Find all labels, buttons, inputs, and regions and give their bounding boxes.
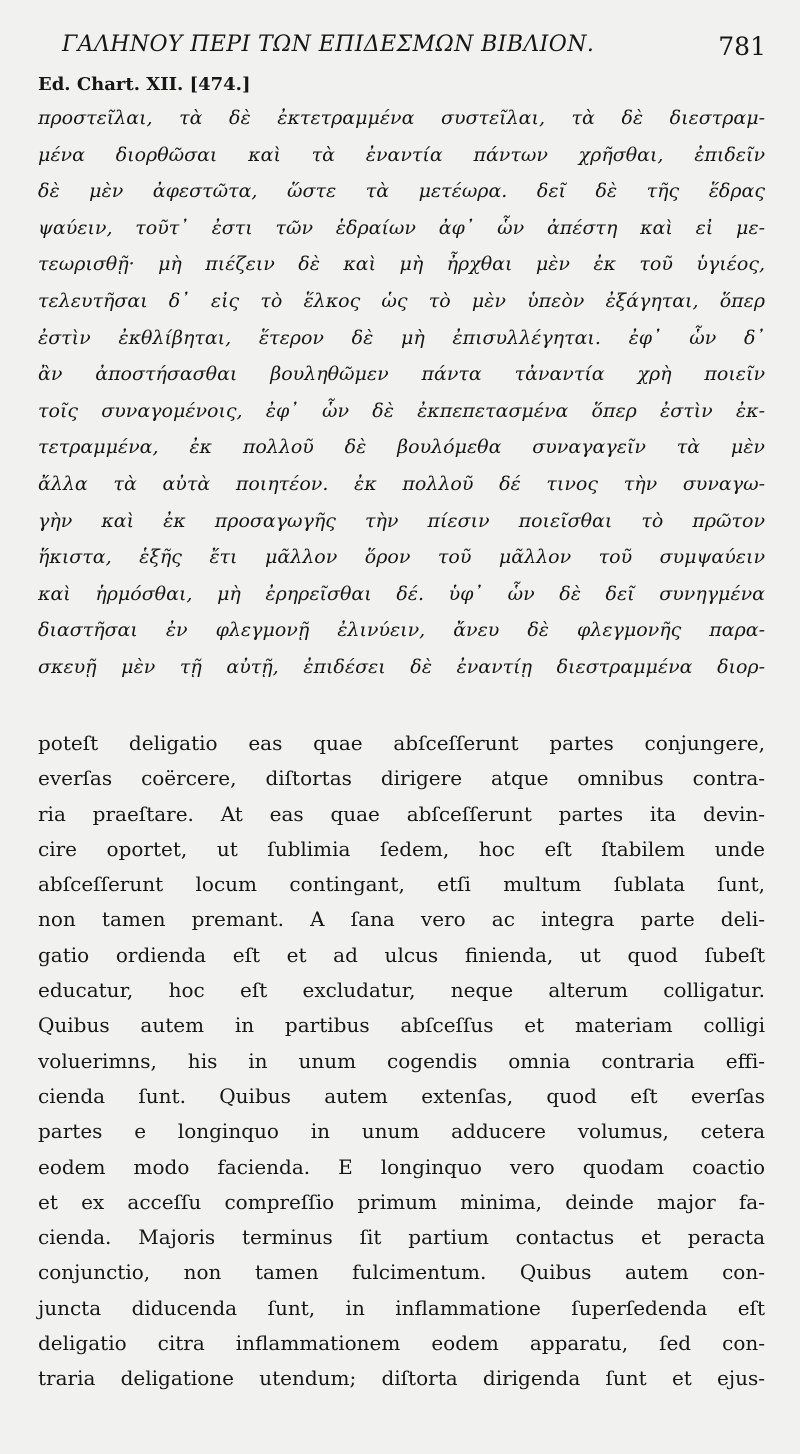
greek-line: τελευτῆσαι δ᾽ εἰς τὸ ἕλκος ὡς τὸ μὲν ὑπεὸν ἐξάγηται, ὅπερ — [38, 289, 765, 312]
latin-line: Quibus autem in partibus abſceſſus et materiam colligi — [38, 1013, 765, 1038]
latin-line: deligatio citra inflammationem eodem apparatu, ſed con- — [38, 1331, 765, 1356]
latin-line: ria praeſtare. At eas quae abſceſſerunt partes ita devin- — [38, 801, 765, 826]
greek-line: ψαύειν, τοῦτ᾽ ἐστι τῶν ἑδραίων ἀφ᾽ ὧν ἀπέστη καὶ εἰ με- — [38, 216, 765, 239]
latin-text-block — [38, 726, 765, 1397]
greek-line: τετραμμένα, ἐκ πολλοῦ δὲ βουλόμεθα συναγαγεῖν τὰ μὲν — [38, 436, 765, 459]
latin-line: partes e longinquo in unum adducere volumus, cetera — [38, 1119, 765, 1144]
latin-line: poteſt deligatio eas quae abſceſſerunt partes conjungere, — [38, 731, 765, 755]
greek-line: προστεῖλαι, τὰ δὲ ἐκτετραμμένα συστεῖλαι, τὰ δὲ διεστραμ- — [38, 107, 765, 129]
greek-line: τεωρισθῇ· μὴ πιέζειν δὲ καὶ μὴ ἦρχθαι μὲν ἐκ τοῦ ὑγιέος, — [38, 253, 765, 276]
running-head — [62, 28, 766, 68]
latin-line: eodem modo facienda. E longinquo vero quodam coactio — [38, 1154, 765, 1179]
latin-line: abſceſſerunt locum contingant, etſi multum ſublata ſunt, — [38, 872, 765, 897]
running-title: ΓΑΛΗΝΟΥ ΠΕΡΙ ΤΩΝ ΕΠΙΔΕΣΜΩΝ ΒΙΒΛΙΟΝ. — [62, 32, 595, 57]
latin-line: educatur, hoc eſt excludatur, neque alterum colligatur. — [38, 978, 765, 1003]
latin-line: et ex acceſſu compreſſio primum minima, deinde major fa- — [38, 1189, 765, 1214]
greek-line: διαστῆσαι ἐν φλεγμονῇ ἐλινύειν, ἄνευ δὲ φλεγμονῆς παρα- — [38, 619, 765, 642]
latin-line: cienda. Majoris terminus ſit partium contactus et peracta — [38, 1225, 765, 1250]
greek-line: τοῖς συναγομένοις, ἐφ᾽ ὧν δὲ ἐκπεπετασμένα ὅπερ ἐστὶν ἐκ- — [38, 399, 765, 422]
greek-line: ἥκιστα, ἑξῆς ἔτι μᾶλλον ὅρον τοῦ μᾶλλον τοῦ συμψαύειν — [38, 546, 765, 569]
latin-line: non tamen premant. A ſana vero ac integra parte deli- — [38, 907, 765, 932]
greek-line: ἐστὶν ἐκθλίβηται, ἕτερον δὲ μὴ ἐπισυλλέγηται. ἐφ᾽ ὧν δ᾽ — [38, 326, 765, 349]
greek-line: ἄλλα τὰ αὐτὰ ποιητέον. ἐκ πολλοῦ δέ τινος τὴν συναγω- — [38, 472, 765, 495]
latin-line: cire oportet, ut ſublimia ſedem, hoc eſt ſtabilem unde — [38, 836, 765, 861]
greek-line: γὴν καὶ ἐκ προσαγωγῆς τὴν πίεσιν ποιεῖσθαι τὸ πρῶτον — [38, 509, 765, 532]
latin-line: voluerimns, his in unum cogendis omnia contraria effi- — [38, 1048, 765, 1073]
page-number: 781 — [718, 32, 766, 61]
greek-text-block — [38, 100, 765, 686]
latin-line: juncta diducenda ſunt, in inflammatione ſuperſedenda eſt — [38, 1295, 765, 1320]
greek-line: ἂν ἀποστήσασθαι βουληθῶμεν πάντα τἀναντία χρὴ ποιεῖν — [38, 363, 765, 386]
edition-reference: Ed. Chart. XII. [474.] — [38, 74, 251, 95]
latin-line: conjunctio, non tamen fulcimentum. Quibus autem con- — [38, 1260, 765, 1285]
greek-line: μένα διορθῶσαι καὶ τὰ ἐναντία πάντων χρῆσθαι, ἐπιδεῖν — [38, 143, 765, 166]
greek-line: καὶ ἡρμόσθαι, μὴ ἐρηρεῖσθαι δέ. ὑφ᾽ ὧν δὲ δεῖ συνηγμένα — [38, 582, 765, 605]
latin-line: cienda ſunt. Quibus autem extenſas, quod eſt everſas — [38, 1083, 765, 1108]
greek-line: σκευῇ μὲν τῇ αὐτῇ, ἐπιδέσει δὲ ἐναντίῃ διεστραμμένα διορ- — [38, 655, 765, 678]
latin-line: traria deligatione utendum; diſtorta dirigenda ſunt et ejus- — [38, 1366, 765, 1391]
latin-line: everſas coërcere, diſtortas dirigere atque omnibus contra- — [38, 766, 765, 791]
greek-line: δὲ μὲν ἀφεστῶτα, ὥστε τὰ μετέωρα. δεῖ δὲ τῆς ἕδρας — [38, 180, 765, 203]
latin-line: gatio ordienda eſt et ad ulcus finienda, ut quod ſubeſt — [38, 942, 765, 967]
